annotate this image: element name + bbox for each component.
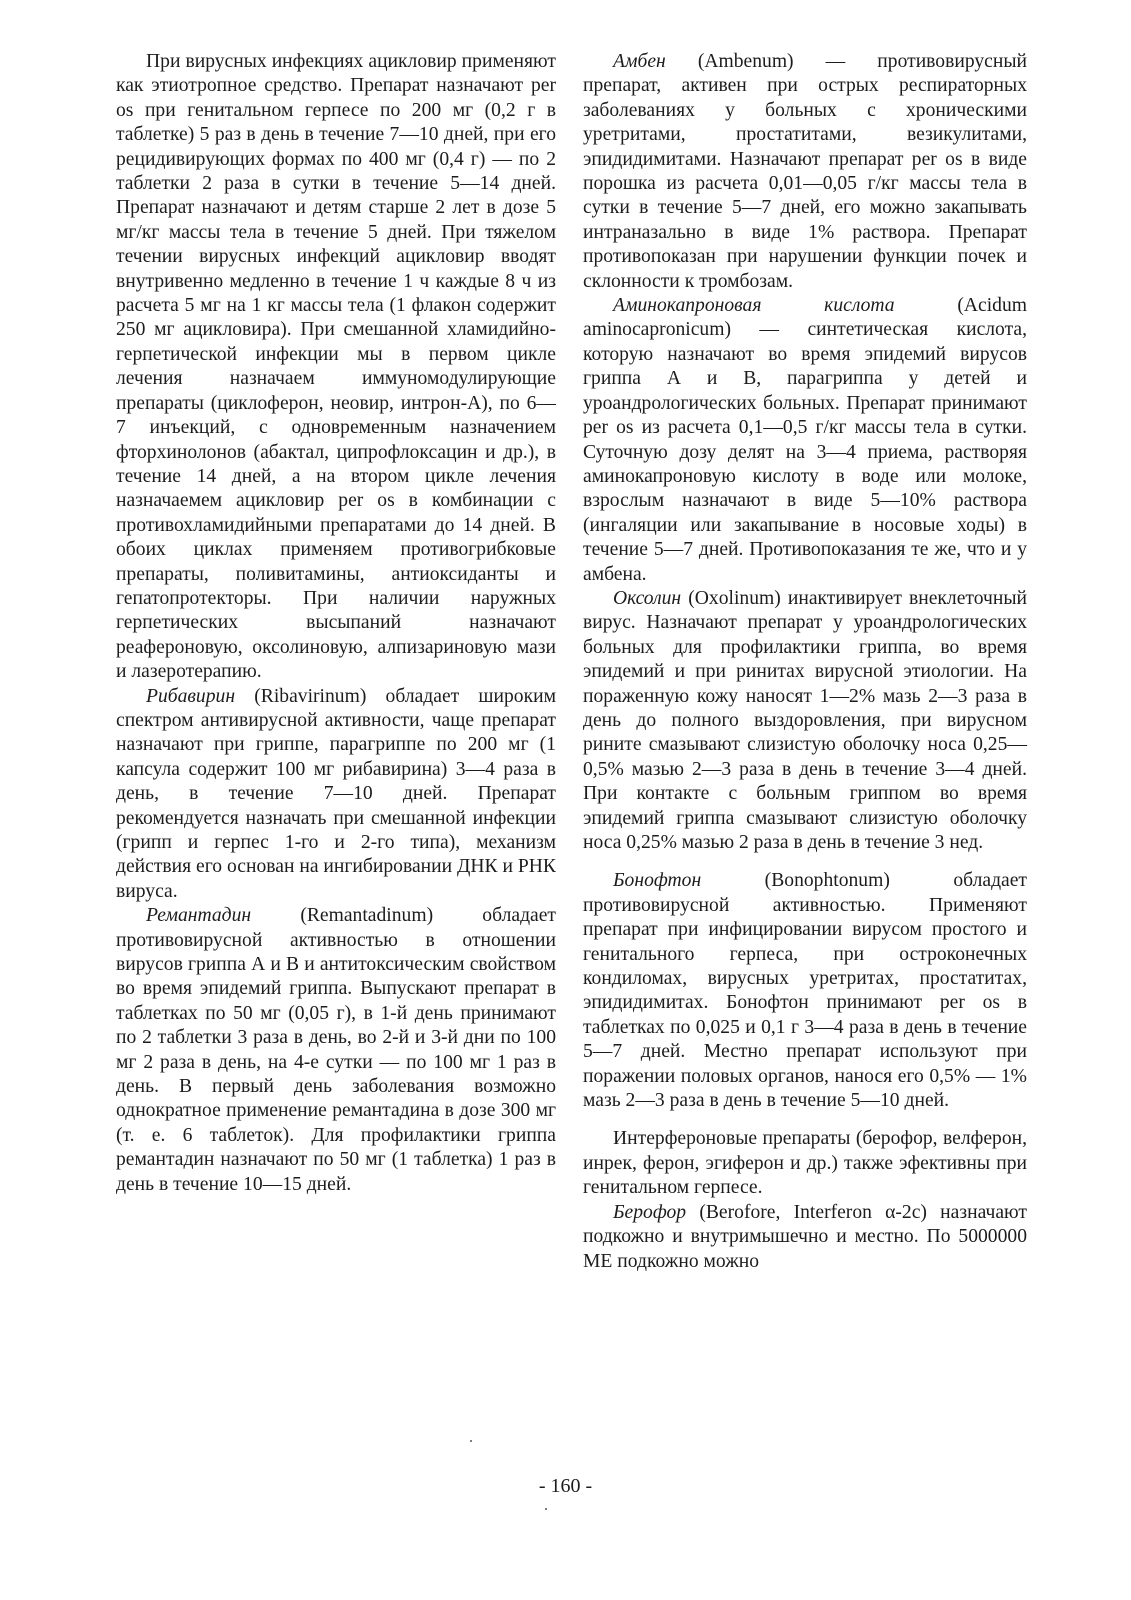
paragraph-oxolin: [583, 587, 1027, 855]
text-amben: (Ambenum) — противовирусный препарат, активен при острых респираторных заболеваниях у больных с хроническими уретритами, простатитами, везикулитами, эпидидимитами. Назначают препарат per os в виде порошка из расчета 0,01—0,05 г/кг массы тела в сутки в течение 5—7 дней, его можно закапывать интраназально в виде 1% раствора. Препарат противопоказан при нарушении функции почек и склонности к тромбозам.: [583, 51, 1027, 292]
term-aminocaproic-acid: Аминокапроновая кислота: [613, 295, 895, 317]
text-bonofton: (Bonophtonum) обладает противовирусной активностью. Применяют препарат при инфицировании вирусом простого и генитального герпеса, при остроконечных кондиломах, вирусных уретритах, простатитах, эпидидимитах. Бонофтон принимают per os в таблетках по 0,025 и 0,1 г 3—4 раза в день в течение 5—7 дней. Местно препарат используют при поражении половых органов, нанося его 0,5% — 1% мазь 2—3 раза в день в течение 5—10 дней.: [583, 870, 1027, 1112]
scan-speck: [470, 1440, 472, 1442]
text-ribavirin: (Ribavirinum) обладает широким спектром антивирусной активности, чаще препарат назначают при гриппе, парагриппе по 200 мг (1 капсула содержит 100 мг рибавирина) 3—4 раза в день, в течение 7—10 дней. Препарат рекомендуется назначать при смешанной инфекции (грипп и герпес 1-го и 2-го типа), механизм действия его основан на ингибировании ДНК и РНК вируса.: [116, 685, 556, 902]
term-amben: Амбен: [613, 51, 666, 72]
term-berofor: Берофор: [613, 1201, 687, 1223]
paragraph-berofor: [583, 1201, 1027, 1274]
paragraph-remantadin: [116, 904, 556, 1197]
term-ribavirin: Рибавирин: [146, 685, 236, 707]
left-column: [116, 50, 556, 1197]
right-column: [583, 50, 1027, 1274]
text-aminocaproic-acid: (Acidum aminocapronicum) — синтетическая кислота, которую назначают во время эпидемий вирусов гриппа А и В, парагриппа у детей и уроандрологических больных. Препарат принимают per os из расчета 0,1—0,5 г/кг массы тела в сутки. Суточную дозу делят на 3—4 приема, растворяя аминокапроновую кислоту в воде или молоке, взрослым назначают в виде 5—10% раствора (ингаляции или закапывание в носовые ходы) в течение 5—7 дней. Противопоказания те же, что и у амбена.: [583, 295, 1027, 585]
term-oxolin: Оксолин: [613, 587, 682, 609]
paragraph-aminocaproic-acid: [583, 294, 1027, 587]
paragraph-acyclovir: При вирусных инфекциях ацикловир применяют как этиотропное средство. Препарат назначают per os при генитальном герпесе по 200 мг (0,2 г в таблетке) 5 раз в день в течение 7—10 дней, при его рецидивирующих формах по 400 мг (0,4 г) — по 2 таблетки 2 раза в сутки в течение 5—14 дней. Препарат назначают и детям старше 2 лет в дозе 5 мг/кг массы тела в течение 5 дней. При тяжелом течении вирусных инфекций ацикловир вводят внутривенно медленно в течение 1 ч каждые 8 ч из расчета 5 мг на 1 кг массы тела (1 флакон содержит 250 мг ацикловира). При смешанной хламидийно-герпетической инфекции мы в первом цикле лечения назначаем иммуномодулирующие препараты (циклоферон, неовир, интрон-А), по 6—7 инъекций, с одновременным назначением фторхинолонов (абактал, ципрофлоксацин и др.), в течение 14 дней, а на втором цикле лечения назначаемем ацикловир per os в комбинации с противохламидийными препаратами до 14 дней. В обоих циклах применяем противогрибковые препараты, поливитамины, антиоксиданты и гепатопротекторы. При наличии наружных герпетических высыпаний назначают реафероновую, оксолиновую, алпизариновую мази и лазеротерапию.: [116, 51, 556, 683]
paragraph-interferons: Интерфероновые препараты (берофор, велферон, инрек, ферон, эгиферон и др.) также эфективны при генитальном герпесе.: [583, 1128, 1027, 1199]
term-bonofton: Бонофтон: [613, 870, 702, 892]
paragraph-ribavirin: [116, 685, 556, 905]
term-remantadin: Ремантадин: [146, 905, 252, 927]
text-remantadin: (Remantadinum) обладает противовирусной активностью в отношении вирусов гриппа А и В и антитоксическим свойством во время эпидемий гриппа. Выпускают препарат в таблетках по 50 мг (0,05 г), в 1-й день принимают по 2 таблетки 3 раза в день, во 2-й и 3-й дни по 100 мг 2 раза в день, на 4-е сутки — по 100 мг 1 раз в день. В первый день заболевания возможно однократное применение ремантадина в дозе 300 мг (т. е. 6 таблеток). Для профилактики гриппа ремантадин назначают по 50 мг (1 таблетка) 1 раз в день в течение 10—15 дней.: [116, 905, 556, 1195]
page-number: - 160 -: [538, 1475, 593, 1497]
scan-speck: [545, 1508, 547, 1510]
paragraph-amben: [583, 50, 1027, 294]
text-oxolin: (Oxolinum) инактивирует внеклеточный вирус. Назначают препарат у уроандрологических больных для профилактики гриппа, во время эпидемий и при ринитах вирусной этиологии. На пораженную кожу наносят 1—2% мазь 2—3 раза в день до полного выздоровления, при вирусном рините смазывают слизистую оболочку носа 0,25—0,5% мазью 2—3 раза в день в течение 3—4 дней. При контакте с больным гриппом во время эпидемий гриппа смазывают слизистую оболочку носа 0,25% мазью 2 раза в день в течение 3 нед.: [583, 587, 1027, 853]
paragraph-bonofton: [583, 869, 1027, 1113]
text-berofor: (Berofore, Interferon α-2c) назначают подкожно и внутримышечно и местно. По 5000000 МЕ подкожно можно: [583, 1201, 1027, 1272]
